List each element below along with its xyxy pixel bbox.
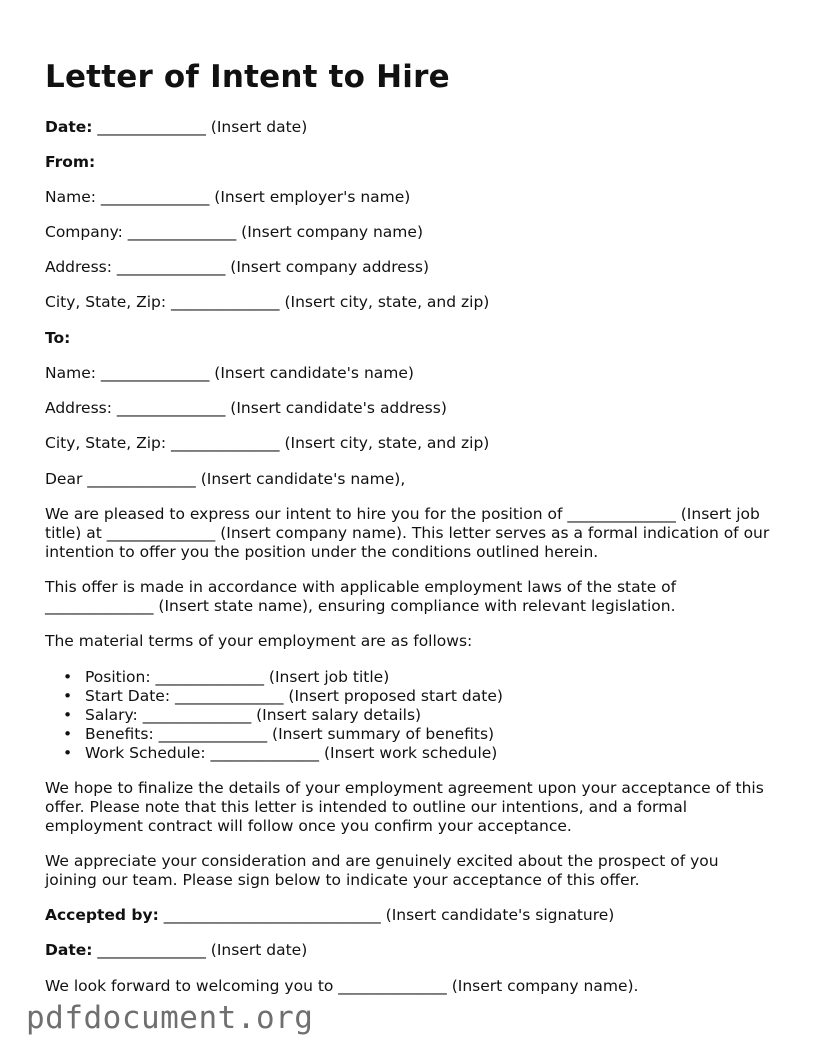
accepted-line bbox=[45, 906, 614, 925]
list-item bbox=[45, 687, 503, 706]
term-benefits: Benefits: ______________ (Insert summary of benefits) bbox=[85, 725, 495, 743]
intent-paragraph: We are pleased to express our intent to hire you for the position of ______________ (Insert job title) at ______________ (Insert company name). This letter serves as a formal indication of our intention to offer you the position under the conditions outlined herein. bbox=[45, 505, 770, 561]
term-salary: Salary: ______________ (Insert salary details) bbox=[85, 706, 422, 724]
from-city-line: City, State, Zip: ______________ (Insert city, state, and zip) bbox=[45, 293, 490, 311]
date-line-2 bbox=[45, 941, 307, 960]
bullet-icon: • bbox=[63, 706, 73, 724]
from-company-line: Company: ______________ (Insert company name) bbox=[45, 223, 423, 241]
bullet-icon: • bbox=[63, 744, 73, 762]
to-name-line: Name: ______________ (Insert candidate's name) bbox=[45, 364, 414, 382]
from-address-line: Address: ______________ (Insert company address) bbox=[45, 258, 430, 276]
bullet-icon: • bbox=[63, 725, 73, 743]
terms-list bbox=[45, 668, 503, 763]
to-heading: To: bbox=[45, 329, 71, 347]
accepted-text: ____________________________ (Insert candidate's signature) bbox=[158, 906, 615, 924]
from-name-line: Name: ______________ (Insert employer's name) bbox=[45, 188, 411, 206]
list-item bbox=[45, 744, 503, 763]
bullet-icon: • bbox=[63, 668, 73, 686]
from-heading: From: bbox=[45, 153, 96, 171]
list-item bbox=[45, 725, 503, 744]
to-address-line: Address: ______________ (Insert candidate's address) bbox=[45, 399, 447, 417]
law-paragraph: This offer is made in accordance with applicable employment laws of the state of ______________ (Insert state name), ensuring compliance with relevant legislation. bbox=[45, 578, 677, 615]
terms-intro: The material terms of your employment are as follows: bbox=[45, 632, 473, 650]
date-line bbox=[45, 118, 307, 137]
date2-text: ______________ (Insert date) bbox=[92, 941, 308, 959]
salutation: Dear ______________ (Insert candidate's name), bbox=[45, 470, 406, 488]
list-item bbox=[45, 668, 503, 687]
page-title: Letter of Intent to Hire bbox=[45, 59, 450, 95]
list-item bbox=[45, 706, 503, 725]
accepted-label: Accepted by: bbox=[45, 906, 159, 924]
date-label: Date: bbox=[45, 118, 93, 136]
term-work-schedule: Work Schedule: ______________ (Insert work schedule) bbox=[85, 744, 498, 762]
to-city-line: City, State, Zip: ______________ (Insert city, state, and zip) bbox=[45, 434, 490, 452]
term-start-date: Start Date: ______________ (Insert proposed start date) bbox=[85, 687, 503, 705]
finalize-paragraph: We hope to finalize the details of your employment agreement upon your acceptance of this offer. Please note that this letter is intended to outline our intentions, and a formal employment contract will follow once you confirm your acceptance. bbox=[45, 779, 764, 835]
watermark: pdfdocument.org bbox=[26, 1000, 314, 1036]
date2-label: Date: bbox=[45, 941, 93, 959]
term-position: Position: ______________ (Insert job title) bbox=[85, 668, 390, 686]
closing-line: We look forward to welcoming you to ______________ (Insert company name). bbox=[45, 977, 639, 995]
date-text: ______________ (Insert date) bbox=[92, 118, 308, 136]
appreciate-paragraph: We appreciate your consideration and are genuinely excited about the prospect of you joining our team. Please sign below to indicate your acceptance of this offer. bbox=[45, 852, 719, 889]
bullet-icon: • bbox=[63, 687, 73, 705]
